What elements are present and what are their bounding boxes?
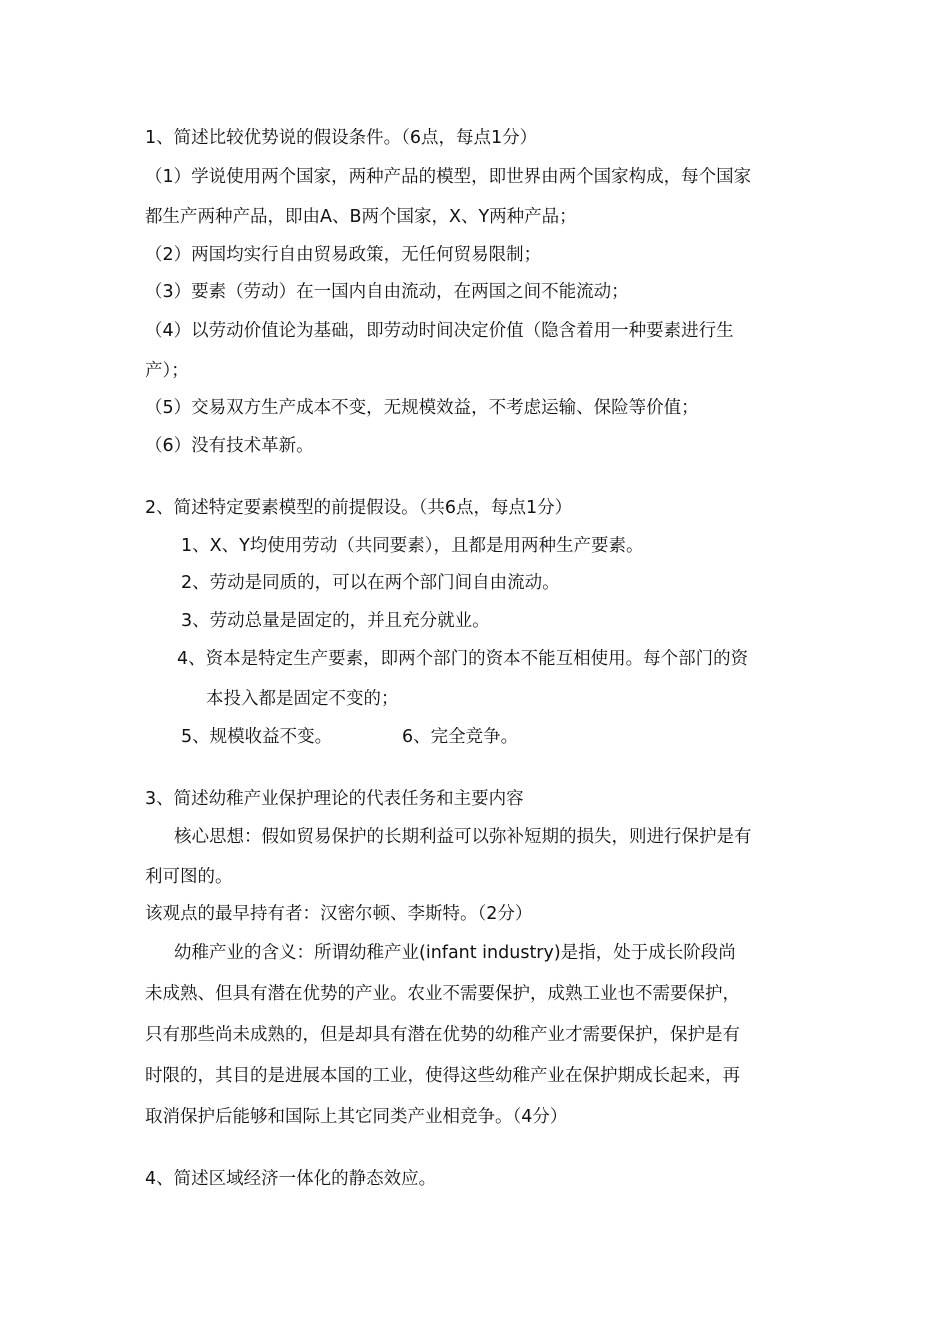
q3-core-line-2: 利可图的。 bbox=[145, 867, 233, 887]
q1-point-2: （2）两国均实行自由贸易政策，无任何贸易限制； bbox=[145, 245, 542, 265]
q2-item-4-line-1: 4、资本是特定生产要素，即两个部门的资本不能互相使用。每个部门的资 bbox=[177, 649, 749, 669]
q3-definition-line-2: 未成熟、但具有潜在优势的产业。农业不需要保护，成熟工业也不需要保护， bbox=[145, 984, 740, 1004]
q1-point-1-line-1: （1）学说使用两个国家，两种产品的模型，即世界由两个国家构成，每个国家 bbox=[145, 167, 752, 187]
q3-definition-line-4: 时限的，其目的是进展本国的工业，使得这些幼稚产业在保护期成长起来，再 bbox=[145, 1066, 740, 1086]
q2-item-4-line-2: 本投入都是固定不变的； bbox=[206, 689, 399, 709]
q4-heading: 4、简述区域经济一体化的静态效应。 bbox=[145, 1169, 437, 1189]
q2-item-6: 6、完全竞争。 bbox=[402, 727, 519, 747]
q1-point-6: （6）没有技术革新。 bbox=[145, 436, 314, 456]
q3-core-line-1: 核心思想：假如贸易保护的长期利益可以弥补短期的损失，则进行保护是有 bbox=[174, 827, 752, 847]
q1-point-3: （3）要素（劳动）在一国内自由流动，在两国之间不能流动； bbox=[145, 282, 629, 302]
q2-item-3: 3、劳动总量是固定的，并且充分就业。 bbox=[181, 611, 490, 631]
q1-point-1-line-2: 都生产两种产品，即由A、B两个国家，X、Y两种产品； bbox=[145, 207, 577, 227]
q3-definition-line-3: 只有那些尚未成熟的，但是却具有潜在优势的幼稚产业才需要保护，保护是有 bbox=[145, 1025, 740, 1045]
q3-definition-line-1: 幼稚产业的含义：所谓幼稚产业(infant industry)是指，处于成长阶段尚 bbox=[174, 943, 736, 963]
q3-heading: 3、简述幼稚产业保护理论的代表任务和主要内容 bbox=[145, 789, 524, 809]
q2-item-5: 5、规模收益不变。 bbox=[181, 727, 333, 747]
q2-item-1: 1、X、Y均使用劳动（共同要素），且都是用两种生产要素。 bbox=[181, 536, 644, 556]
q3-definition-line-5: 取消保护后能够和国际上其它同类产业相竞争。（4分） bbox=[145, 1107, 568, 1127]
q1-point-4-line-2: 产）； bbox=[145, 361, 189, 381]
q3-earliest: 该观点的最早持有者：汉密尔顿、李斯特。（2分） bbox=[145, 904, 533, 924]
q1-heading: 1、简述比较优势说的假设条件。（6点，每点1分） bbox=[145, 128, 538, 148]
q1-point-5: （5）交易双方生产成本不变，无规模效益，不考虑运输、保险等价值； bbox=[145, 398, 699, 418]
q2-item-2: 2、劳动是同质的，可以在两个部门间自由流动。 bbox=[181, 573, 560, 593]
q1-point-4-line-1: （4）以劳动价值论为基础，即劳动时间决定价值（隐含着用一种要素进行生 bbox=[145, 321, 734, 341]
q2-heading: 2、简述特定要素模型的前提假设。（共6点，每点1分） bbox=[145, 498, 573, 518]
